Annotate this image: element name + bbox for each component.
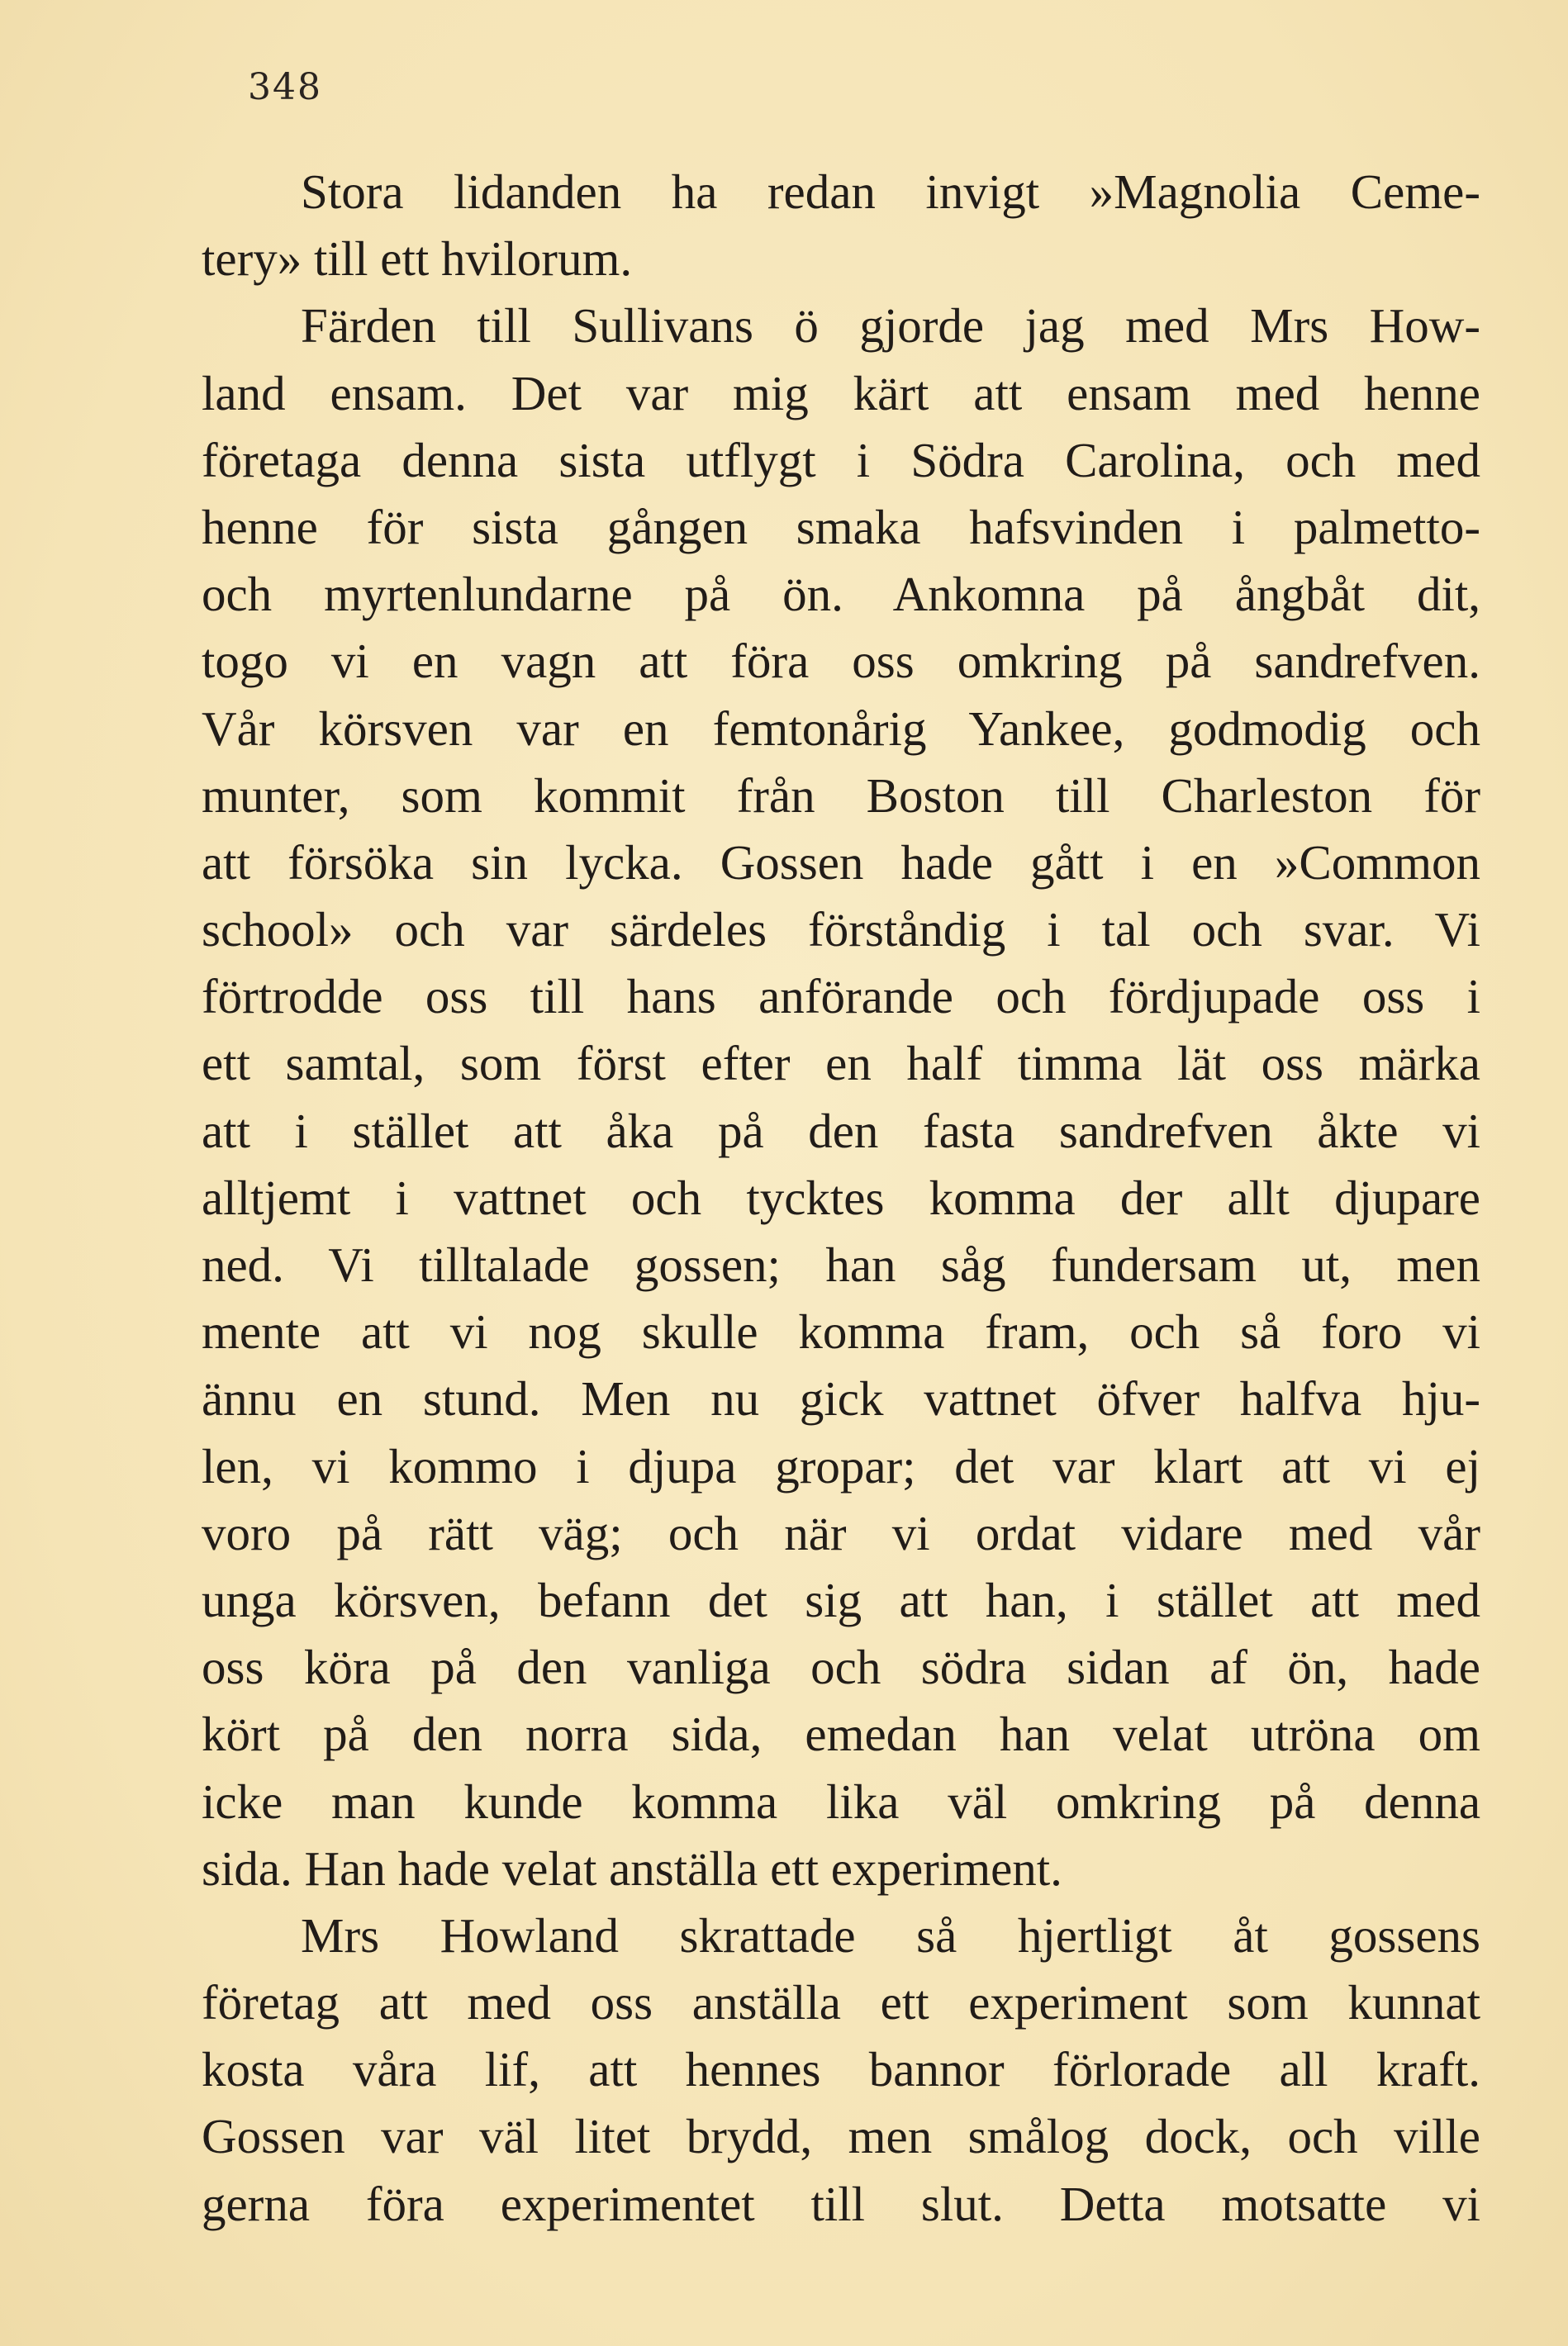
text-line: school» och var särdeles förståndig i tal och svar. Vi [202,902,1480,957]
text-line: ned. Vi tilltalade gossen; han såg fundersam ut, men [202,1237,1480,1292]
text-line: voro på rätt väg; och när vi ordat vidare med vår [202,1505,1480,1560]
text-line: mente att vi nog skulle komma fram, och så foro vi [202,1304,1480,1360]
text-line: munter, som kommit från Boston till Charleston för [202,767,1480,823]
text-line: len, vi kommo i djupa gropar; det var klart att vi ej [202,1438,1480,1494]
text-line: unga körsven, befann det sig att han, i stället att med [202,1572,1480,1627]
text-line: tery» till ett hvilorum. [202,231,633,287]
text-line: förtrodde oss till hans anförande och fördjupade oss i [202,969,1480,1024]
page-number: 348 [248,66,322,108]
text-line: oss köra på den vanliga och södra sidan af ön, hade [202,1640,1480,1695]
text-line: att försöka sin lycka. Gossen hade gått i en »Common [202,834,1480,890]
text-line: icke man kunde komma lika väl omkring på denna [202,1774,1480,1829]
text-line: företag att med oss anställa ett experiment som kunnat [202,1975,1480,2030]
text-line: land ensam. Det var mig kärt att ensam med henne [202,365,1480,420]
text-line: Gossen var väl litet brydd, men smålog dock, och ville [202,2109,1480,2164]
text-line: Mrs Howland skrattade så hjertligt åt gossens [301,1907,1480,1963]
text-line: sida. Han hade velat anställa ett experiment. [202,1840,1062,1896]
text-line: gerna föra experimentet till slut. Detta motsatte vi [202,2176,1480,2231]
text-line: ett samtal, som först efter en half timma lät oss märka [202,1036,1480,1091]
text-line: Vår körsven var en femtonårig Yankee, godmodig och [202,700,1480,756]
text-line: togo vi en vagn att föra oss omkring på sandrefven. [202,634,1480,689]
text-line: kosta våra lif, att hennes bannor förlorade all kraft. [202,2042,1480,2097]
text-line: ännu en stund. Men nu gick vattnet öfver halfva hju- [202,1371,1480,1427]
text-line: henne för sista gången smaka hafsvinden i palmetto- [202,499,1480,554]
text-line: kört på den norra sida, emedan han velat utröna om [202,1707,1480,1762]
text-line: företaga denna sista utflygt i Södra Carolina, och med [202,432,1480,487]
text-line: att i stället att åka på den fasta sandrefven åkte vi [202,1103,1480,1158]
text-line: alltjemt i vattnet och tycktes komma der allt djupare [202,1170,1480,1225]
text-line: Stora lidanden ha redan invigt »Magnolia Ceme- [301,164,1480,219]
text-line: Färden till Sullivans ö gjorde jag med Mrs How- [301,298,1480,354]
text-line: och myrtenlundarne på ön. Ankomna på ångbåt dit, [202,567,1480,622]
body-text [202,159,1480,2238]
